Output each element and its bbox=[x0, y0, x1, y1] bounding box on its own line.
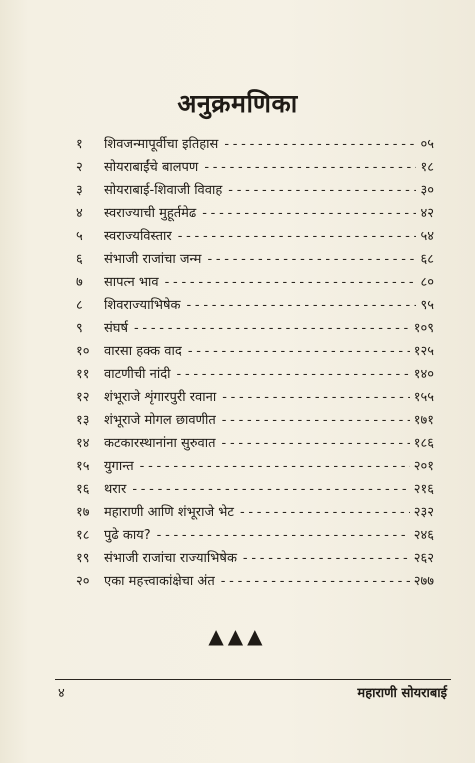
toc-leader-dashes bbox=[186, 298, 416, 313]
toc-chapter-title: सोयराबाईंचे बालपण bbox=[104, 160, 199, 175]
toc-leader-dashes bbox=[204, 160, 416, 175]
toc-page-number: २०१ bbox=[413, 459, 434, 474]
toc-row bbox=[76, 318, 434, 341]
toc-chapter-title: शंभूराजे मोगल छावणीत bbox=[104, 413, 216, 428]
triangle-ornament: ▲▲▲ bbox=[208, 624, 267, 648]
toc-page-number: २७७ bbox=[413, 574, 434, 589]
toc-chapter-number: ६ bbox=[76, 252, 83, 267]
toc-leader-dashes bbox=[243, 551, 410, 566]
toc-chapter-number: १ bbox=[76, 137, 83, 152]
toc-chapter-title: वाटणीची नांदी bbox=[104, 367, 171, 382]
toc-chapter-number: १२ bbox=[76, 390, 90, 405]
toc-chapter-number: ११ bbox=[76, 367, 90, 382]
toc-page-number: ९५ bbox=[420, 298, 434, 313]
toc-page-number: १०९ bbox=[413, 321, 434, 336]
toc-page-number: २१६ bbox=[413, 482, 434, 497]
toc-leader-dashes bbox=[222, 390, 410, 405]
toc-chapter-number: १८ bbox=[76, 528, 90, 543]
toc-leader-dashes bbox=[207, 252, 416, 267]
toc-chapter-title: सोयराबाई-शिवाजी विवाह bbox=[104, 183, 223, 198]
toc-page-number: १२५ bbox=[413, 344, 434, 359]
toc-row bbox=[76, 180, 434, 203]
toc-chapter-title: कटकारस्थानांना सुरुवात bbox=[104, 436, 216, 451]
toc-chapter-title: एका महत्त्वाकांक्षेचा अंत bbox=[104, 574, 215, 589]
footer-page-number: ४ bbox=[58, 686, 65, 701]
toc-page-number: ४२ bbox=[420, 206, 434, 221]
footer-book-title: महाराणी सोयराबाई bbox=[357, 686, 447, 701]
toc-row bbox=[76, 479, 434, 502]
toc-row bbox=[76, 433, 434, 456]
toc-chapter-number: १७ bbox=[76, 505, 90, 520]
toc-page-number: १८६ bbox=[413, 436, 434, 451]
toc-chapter-number: १३ bbox=[76, 413, 90, 428]
toc-row bbox=[76, 203, 434, 226]
toc-chapter-title: शिवजन्मापूर्वीचा इतिहास bbox=[104, 137, 219, 152]
toc-page-number: ६८ bbox=[420, 252, 434, 267]
toc-leader-dashes bbox=[134, 321, 410, 336]
toc-chapter-title: सापत्न भाव bbox=[104, 275, 159, 290]
toc-page-number: १७१ bbox=[413, 413, 434, 428]
toc-chapter-number: ८ bbox=[76, 298, 83, 313]
toc-chapter-number: ७ bbox=[76, 275, 83, 290]
toc-chapter-number: १६ bbox=[76, 482, 90, 497]
toc-row bbox=[76, 272, 434, 295]
toc-row bbox=[76, 410, 434, 433]
toc-page-number: ३० bbox=[420, 183, 434, 198]
toc-leader-dashes bbox=[132, 482, 409, 497]
toc-page-number: १५५ bbox=[413, 390, 434, 405]
toc-chapter-title: शिवराज्याभिषेक bbox=[104, 298, 181, 313]
toc-chapter-number: १४ bbox=[76, 436, 90, 451]
toc-row bbox=[76, 571, 434, 594]
toc-chapter-number: ५ bbox=[76, 229, 83, 244]
toc-chapter-number: ३ bbox=[76, 183, 83, 198]
toc-page-number: २६२ bbox=[413, 551, 434, 566]
toc-chapter-number: १९ bbox=[76, 551, 90, 566]
toc-row bbox=[76, 364, 434, 387]
toc-row bbox=[76, 456, 434, 479]
toc-chapter-title: शंभूराजे शृंगारपुरी रवाना bbox=[104, 390, 217, 405]
toc-chapter-number: ४ bbox=[76, 206, 83, 221]
toc-row bbox=[76, 295, 434, 318]
toc-chapter-title: संघर्ष bbox=[104, 321, 128, 336]
toc-leader-dashes bbox=[222, 436, 410, 451]
toc-leader-dashes bbox=[222, 413, 410, 428]
toc-page-number: १८ bbox=[420, 160, 434, 175]
toc-leader-dashes bbox=[240, 505, 410, 520]
toc-chapter-number: २० bbox=[76, 574, 90, 589]
toc-chapter-number: १० bbox=[76, 344, 90, 359]
toc-row bbox=[76, 525, 434, 548]
page-title: अनुक्रमणिका bbox=[177, 89, 298, 118]
footer-divider bbox=[55, 679, 451, 680]
toc-row bbox=[76, 387, 434, 410]
toc-row bbox=[76, 249, 434, 272]
toc-chapter-title: संभाजी राजांचा जन्म bbox=[104, 252, 202, 267]
toc-chapter-title: वारसा हक्क वाद bbox=[104, 344, 182, 359]
toc-leader-dashes bbox=[165, 275, 417, 290]
toc-leader-dashes bbox=[140, 459, 410, 474]
toc-chapter-title: संभाजी राजांचा राज्याभिषेक bbox=[104, 551, 237, 566]
toc-row bbox=[76, 502, 434, 525]
toc-chapter-title: थरार bbox=[104, 482, 127, 497]
toc-leader-dashes bbox=[178, 229, 417, 244]
toc-row bbox=[76, 134, 434, 157]
toc-page-number: १४० bbox=[413, 367, 434, 382]
toc-leader-dashes bbox=[228, 183, 416, 198]
toc-page-number: २४६ bbox=[413, 528, 434, 543]
toc-leader-dashes bbox=[202, 206, 416, 221]
toc-row bbox=[76, 157, 434, 180]
toc-chapter-number: ९ bbox=[76, 321, 83, 336]
toc-chapter-number: १५ bbox=[76, 459, 90, 474]
toc-page-number: ८० bbox=[420, 275, 434, 290]
toc-row bbox=[76, 341, 434, 364]
toc-leader-dashes bbox=[188, 344, 410, 359]
toc-row bbox=[76, 226, 434, 249]
toc-chapter-title: महाराणी आणि शंभूराजे भेट bbox=[104, 505, 234, 520]
table-of-contents bbox=[76, 134, 434, 594]
toc-leader-dashes bbox=[224, 137, 416, 152]
toc-chapter-title: स्वराज्यविस्तार bbox=[104, 229, 172, 244]
toc-chapter-title: स्वराज्याची मुहूर्तमेढ bbox=[104, 206, 197, 221]
toc-page-number: ५४ bbox=[420, 229, 434, 244]
toc-chapter-title: पुढे काय? bbox=[104, 528, 151, 543]
toc-chapter-title: युगान्त bbox=[104, 459, 134, 474]
toc-leader-dashes bbox=[221, 574, 410, 589]
toc-leader-dashes bbox=[177, 367, 410, 382]
toc-page-number: २३२ bbox=[413, 505, 434, 520]
toc-page-number: ०५ bbox=[420, 137, 434, 152]
toc-chapter-number: २ bbox=[76, 160, 83, 175]
toc-row bbox=[76, 548, 434, 571]
toc-leader-dashes bbox=[157, 528, 410, 543]
